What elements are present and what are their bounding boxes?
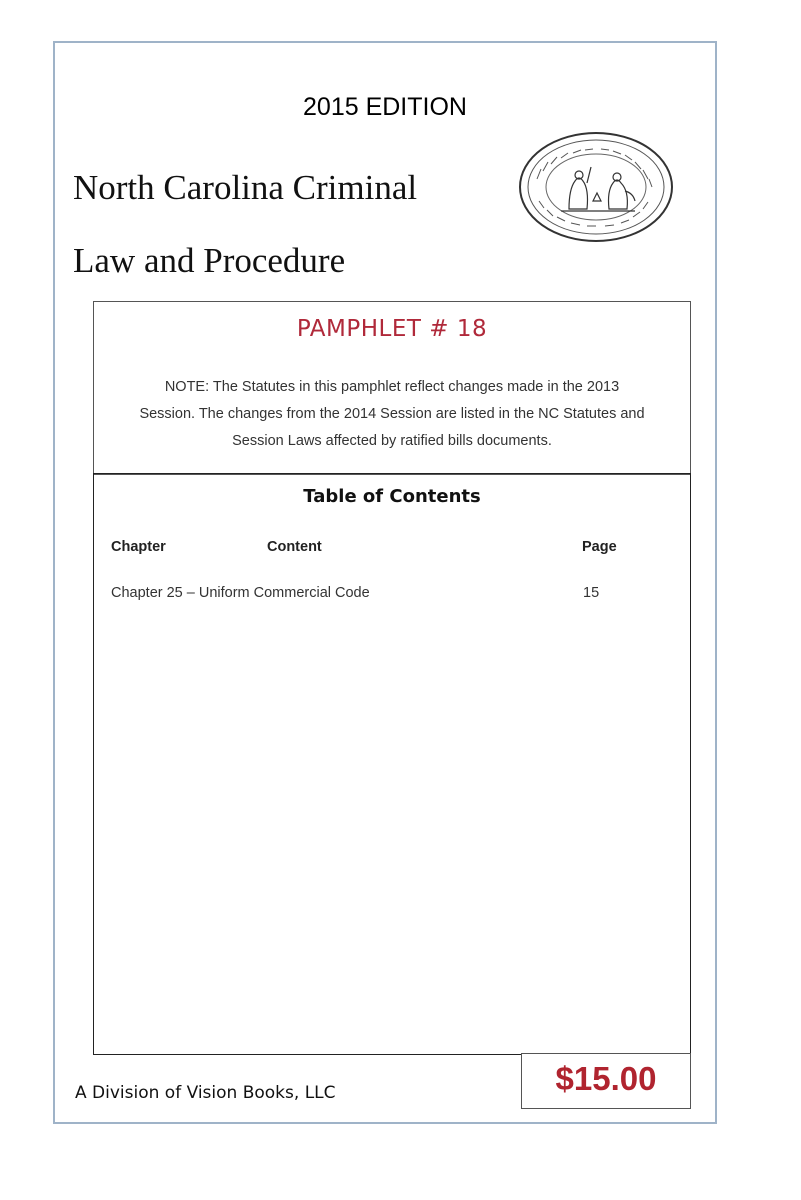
pamphlet-note: [106, 374, 678, 455]
note-line-2: Session. The changes from the 2014 Session are listed in the NC Statutes and: [139, 406, 645, 422]
book-title: [73, 151, 503, 297]
title-line-1: North Carolina Criminal: [73, 168, 418, 207]
toc-row-page: 15: [583, 585, 600, 601]
edition-label: 2015 EDITION: [303, 93, 467, 121]
note-line-3: Session Laws affected by ratified bills documents.: [232, 433, 552, 449]
note-line-1: NOTE: The Statutes in this pamphlet reflect changes made in the 2013: [164, 379, 620, 395]
toc-row-entry: Chapter 25 – Uniform Commercial Code: [111, 585, 370, 601]
table-of-contents: [93, 473, 691, 1055]
toc-title: Table of Contents: [303, 486, 481, 507]
state-seal-icon: [517, 131, 675, 243]
toc-header-page: Page: [582, 539, 617, 555]
book-cover: [53, 41, 717, 1124]
price: $15.00: [555, 1060, 657, 1097]
pamphlet-box: [93, 301, 691, 475]
toc-header-chapter: Chapter: [111, 539, 166, 555]
publisher-division: A Division of Vision Books, LLC: [75, 1083, 336, 1103]
price-box: [521, 1053, 691, 1109]
toc-header-content: Content: [267, 539, 322, 555]
title-line-2: Law and Procedure: [73, 241, 346, 280]
pamphlet-title: PAMPHLET # 18: [296, 316, 488, 342]
